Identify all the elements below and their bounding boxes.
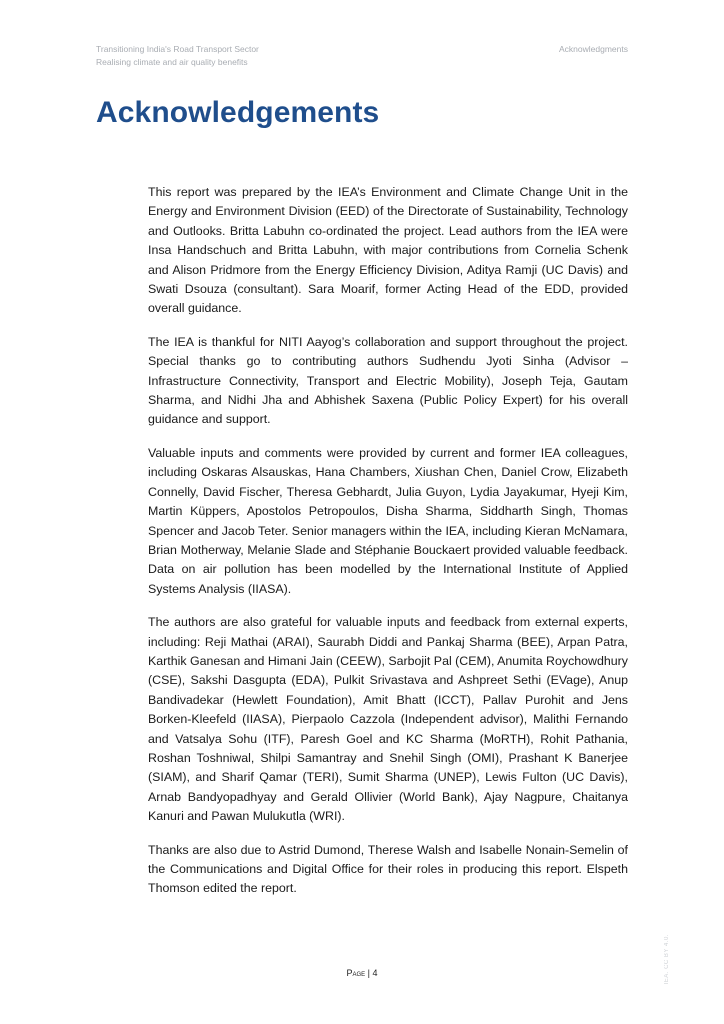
- header-section-name: Acknowledgments: [559, 44, 628, 54]
- body-text: [148, 183, 628, 913]
- page-title: Acknowledgements: [96, 96, 380, 129]
- page-footer: [0, 968, 724, 978]
- header-report-title: Transitioning India's Road Transport Sector: [96, 44, 259, 54]
- header-report-subtitle: Realising climate and air quality benefits: [96, 57, 248, 67]
- paragraph-1: This report was prepared by the IEA’s Environment and Climate Change Unit in the Energy and Environment Division (EED) of the Directorate of Sustainability, Technology and Outlooks. Britta Labuhn co-ordinated the project. Lead authors from the IEA were Insa Handschuch and Britta Labuhn, with major contributions from Cornelia Schenk and Alison Pridmore from the Energy Efficiency Division, Aditya Ramji (UC Davis) and Swati Dsouza (consultant). Sara Moarif, former Acting Head of the EDD, provided overall guidance.: [148, 185, 628, 316]
- running-header-left: [96, 43, 259, 69]
- paragraph-2: The IEA is thankful for NITI Aayog’s collaboration and support throughout the project. Special thanks go to contributing authors Sudhendu Jyoti Sinha (Advisor – Infrastructure Connectivity, Transport and Electric Mobility), Joseph Teja, Gautam Sharma, and Nidhi Jha and Abhishek Saxena (Public Policy Expert) for his overall guidance and support.: [148, 334, 628, 427]
- page-number: 4: [372, 968, 378, 978]
- paragraph-5: Thanks are also due to Astrid Dumond, Therese Walsh and Isabelle Nonain-Semelin of the Communications and Digital Office for their roles in producing this report. Elspeth Thomson edited the report.: [148, 842, 628, 896]
- page-label: Page: [346, 968, 366, 978]
- paragraph-4: The authors are also grateful for valuable inputs and feedback from external experts, including: Reji Mathai (ARAI), Saurabh Diddi and Pankaj Sharma (BEE), Arpan Patra, Karthik Ganesan and Himani Jain (CEEW), Sarbojit Pal (CEM), Anumita Roychowdhury (CSE), Sakshi Dasgupta (EDA), Pulkit Srivastava and Ashpreet Sethi (EVage), Anup Bandivadekar (Hewlett Foundation), Amit Bhatt (ICCT), Pallav Purohit and Jens Borken-Kleefeld (IIASA), Pierpaolo Cazzola (Independent advisor), Malithi Fernando and Vatsalya Sohu (ITF), Paresh Goel and KC Sharma (MoRTH), Rohit Pathania, Roshan Toshniwal, Shilpi Samantray and Snehil Singh (OMI), Prashant K Banerjee (SIAM), and Sharif Qamar (TERI), Sumit Sharma (UNEP), Lewis Fulton (UC Davis), Arnab Bandyopadhyay and Gerald Ollivier (World Bank), Ajay Nagpure, Chaitanya Kanuri and Pawan Mulukutla (WRI).: [148, 615, 628, 824]
- page-separator: |: [367, 968, 373, 978]
- license-watermark: IEA. CC BY 4.0.: [664, 934, 670, 985]
- paragraph-3: Valuable inputs and comments were provided by current and former IEA colleagues, including Oskaras Alsauskas, Hana Chambers, Xiushan Chen, Daniel Crow, Elizabeth Connelly, David Fischer, Theresa Gebhardt, Julia Guyon, Lydia Jayakumar, Hyeji Kim, Martin Küppers, Apostolos Petropoulos, Disha Sharma, Siddharth Singh, Thomas Spencer and Jacob Teter. Senior managers within the IEA, including Kieran McNamara, Brian Motherway, Melanie Slade and Stéphanie Bouckaert provided valuable feedback. Data on air pollution has been modelled by the International Institute of Applied Systems Analysis (IIASA).: [148, 445, 628, 596]
